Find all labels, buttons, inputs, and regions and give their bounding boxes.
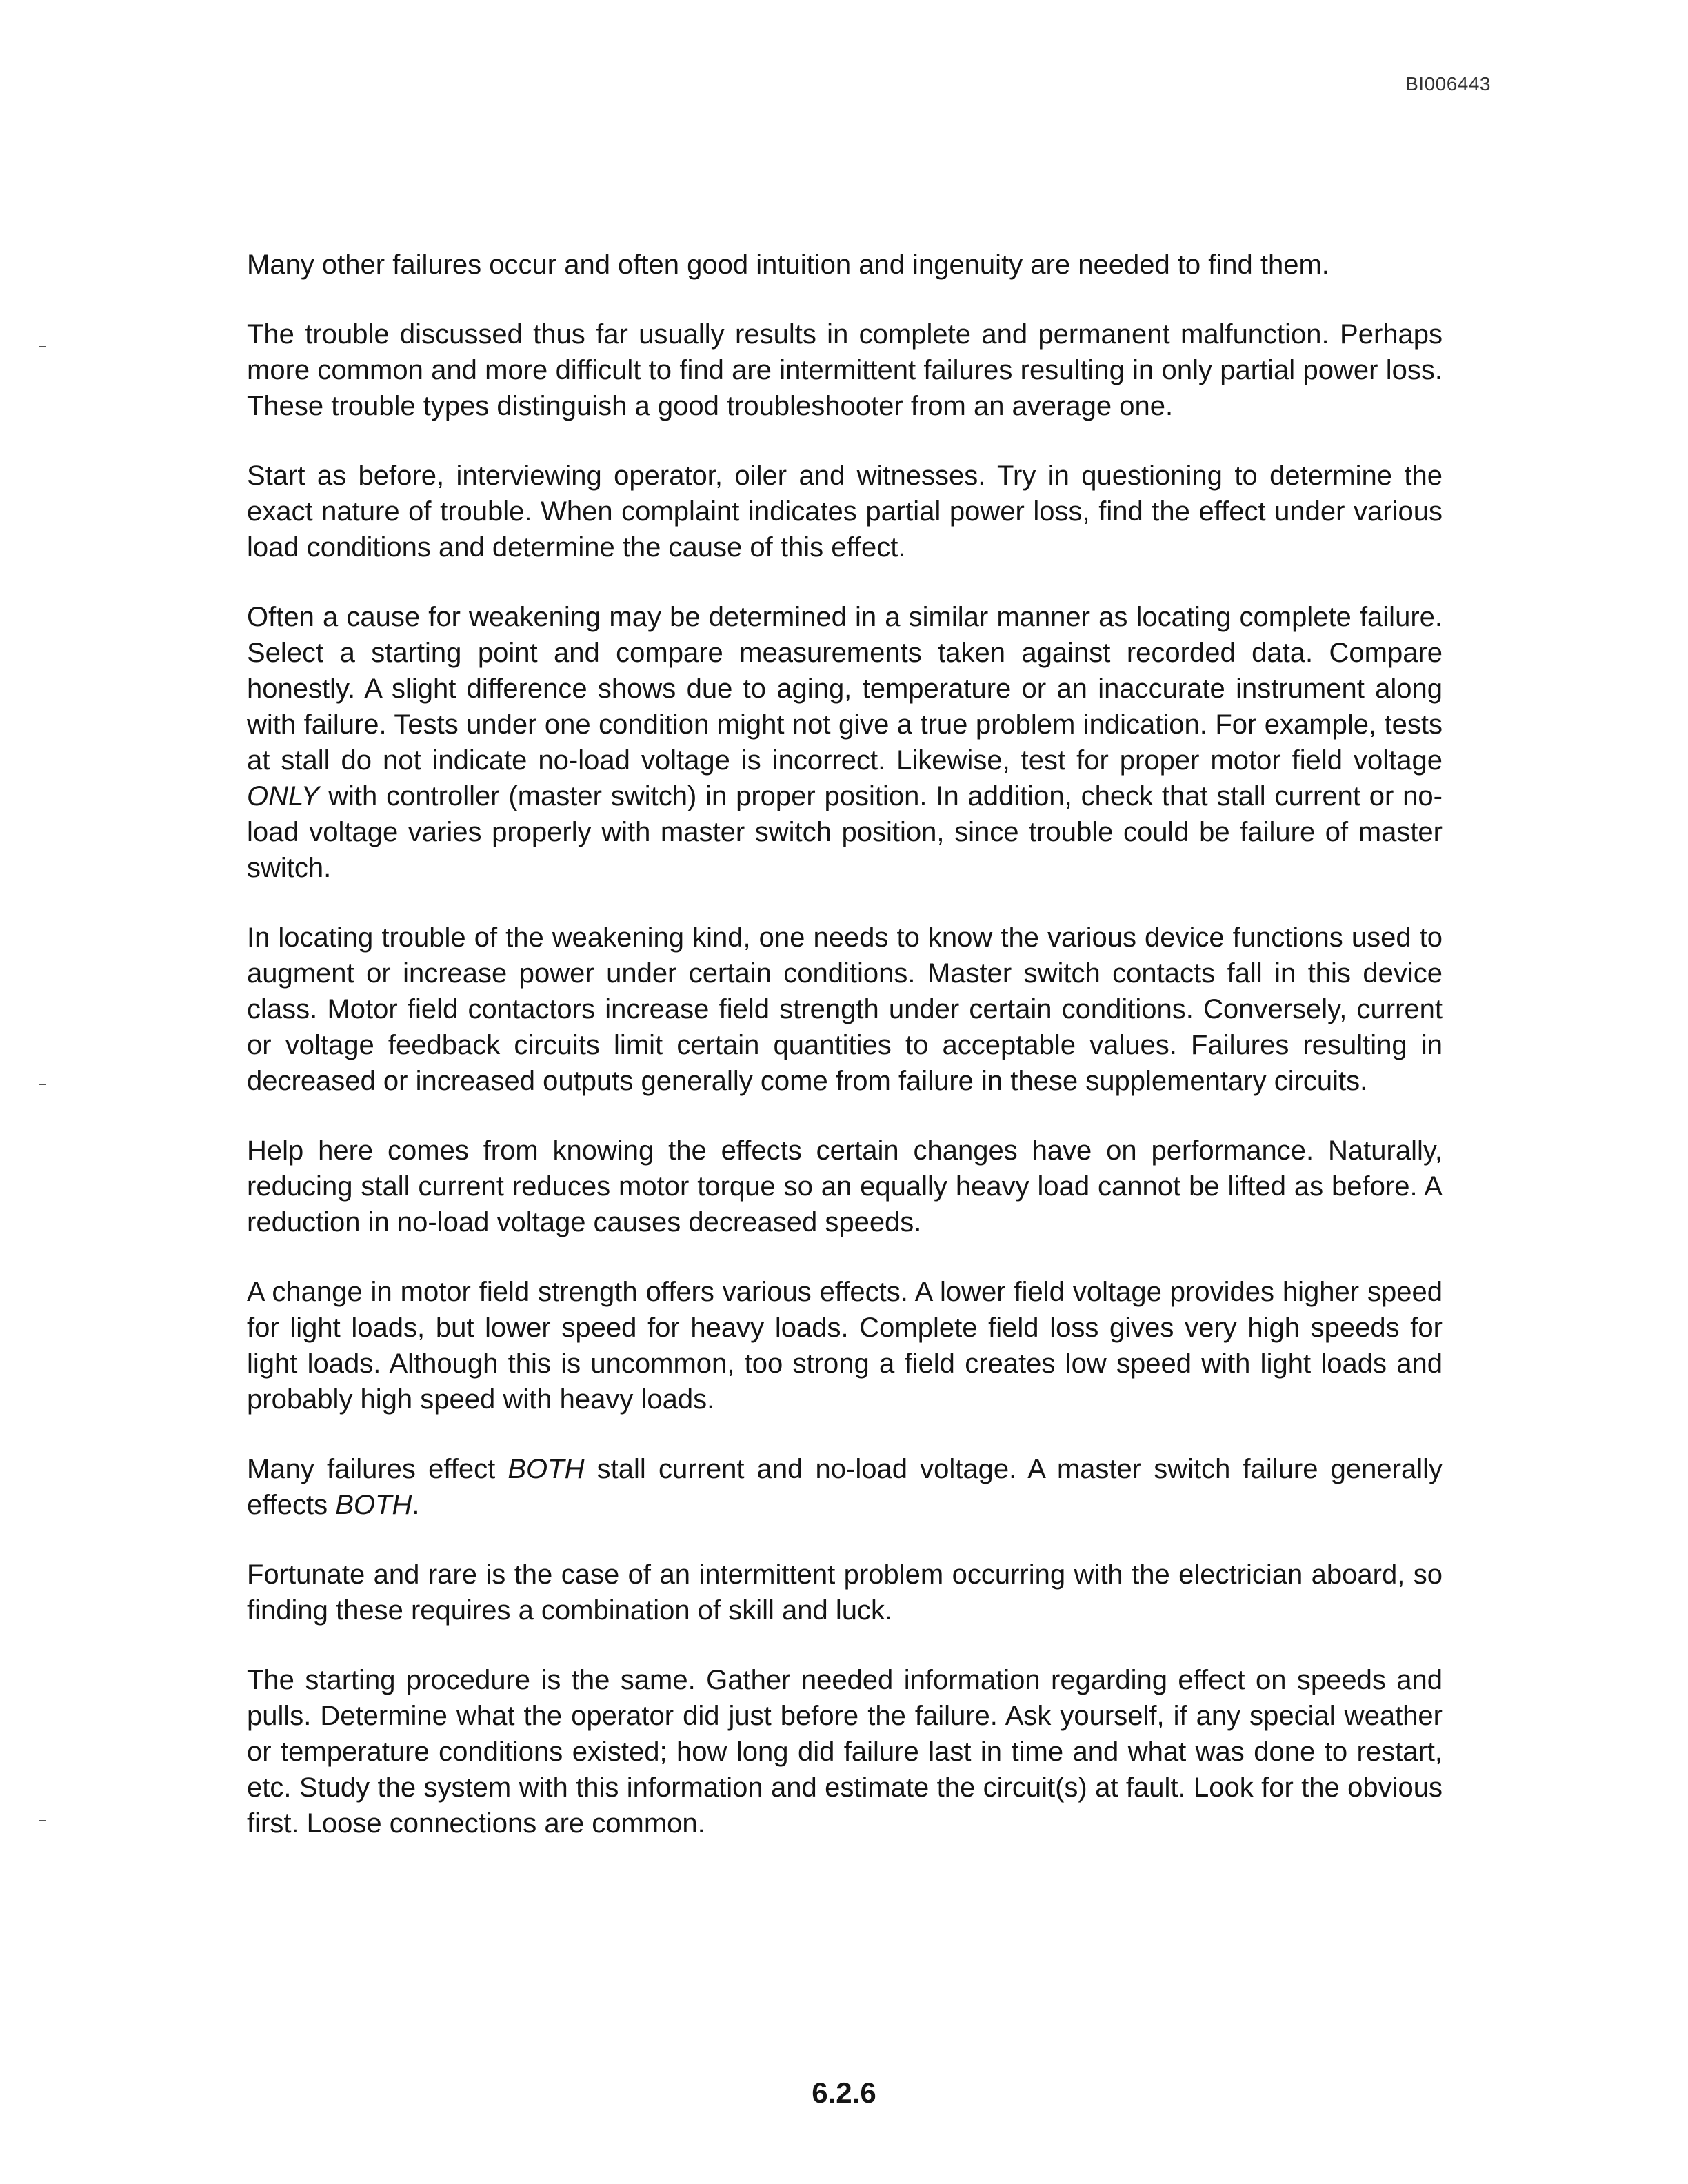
- paragraph-both-effects: [247, 1451, 1443, 1523]
- text-run: .: [412, 1490, 420, 1520]
- page-number: 6.2.6: [812, 2076, 876, 2109]
- body-text: [247, 247, 1443, 1875]
- paragraph-weakening-cause: [247, 599, 1443, 886]
- document-id: BI006443: [1405, 73, 1491, 94]
- scan-margin-mark: [39, 1084, 46, 1085]
- paragraph-performance-effects: Help here comes from knowing the effects certain changes have on performance. Naturally, reducing stall current reduces motor torque so an equally heavy load cannot be lifted as before. A reduction in no-load voltage causes decreased speeds.: [247, 1135, 1443, 1237]
- text-run: with controller (master switch) in proper position. In addition, check that stall current or no-load voltage varies properly with master switch position, since trouble could be failure of master switch.: [247, 781, 1443, 883]
- paragraph-intermittent-luck: Fortunate and rare is the case of an intermittent problem occurring with the electrician aboard, so finding these requires a combination of skill and luck.: [247, 1559, 1443, 1626]
- emphasis-only: ONLY: [247, 781, 320, 811]
- emphasis-both: BOTH: [508, 1454, 585, 1484]
- scan-margin-mark: [39, 1820, 46, 1821]
- paragraph-field-strength: A change in motor field strength offers various effects. A lower field voltage provides higher speed for light loads, but lower speed for heavy loads. Complete field loss gives very high speeds for light loads. Although this is uncommon, too strong a field creates low speed with light loads and probably high speed with heavy loads.: [247, 1277, 1443, 1415]
- text-run: stall current and no-load voltage. A master switch failure generally effects: [247, 1454, 1443, 1520]
- text-run: Many failures effect: [247, 1454, 508, 1484]
- scan-margin-mark: [39, 346, 46, 347]
- paragraph-interview: Start as before, interviewing operator, oiler and witnesses. Try in questioning to determine the exact nature of trouble. When complaint indicates partial power loss, find the effect under various load conditions and determine the cause of this effect.: [247, 461, 1443, 563]
- paragraph-intermittent-failures: The trouble discussed thus far usually results in complete and permanent malfunction. Perhaps more common and more difficult to find are intermittent failures resulting in only partial power loss. These trouble types distinguish a good troubleshooter from an average one.: [247, 319, 1443, 421]
- text-run: Often a cause for weakening may be determined in a similar manner as locating complete failure. Select a starting point and compare measurements taken against recorded data. Compare honestly. A slight difference shows due to aging, temperature or an inaccurate instrument along with failure. Tests under one condition might not give a true problem indication. For example, tests at stall do not indicate no-load voltage is incorrect. Likewise, test for proper motor field voltage: [247, 602, 1443, 776]
- paragraph-other-failures: Many other failures occur and often good intuition and ingenuity are needed to find them.: [247, 250, 1329, 280]
- paragraph-starting-procedure: The starting procedure is the same. Gather needed information regarding effect on speeds and pulls. Determine what the operator did just before the failure. Ask yourself, if any special weather or temperature conditions existed; how long did failure last in time and what was done to restart, etc. Study the system with this information and estimate the circuit(s) at fault. Look for the obvious first. Loose connections are common.: [247, 1665, 1443, 1839]
- emphasis-both: BOTH: [335, 1490, 412, 1520]
- paragraph-device-functions: In locating trouble of the weakening kind, one needs to know the various device functions used to augment or increase power under certain conditions. Master switch contacts fall in this device class. Motor field contactors increase field strength under certain conditions. Conversely, current or voltage feedback circuits limit certain quantities to acceptable values. Failures resulting in decreased or increased outputs generally come from failure in these supplementary circuits.: [247, 922, 1443, 1096]
